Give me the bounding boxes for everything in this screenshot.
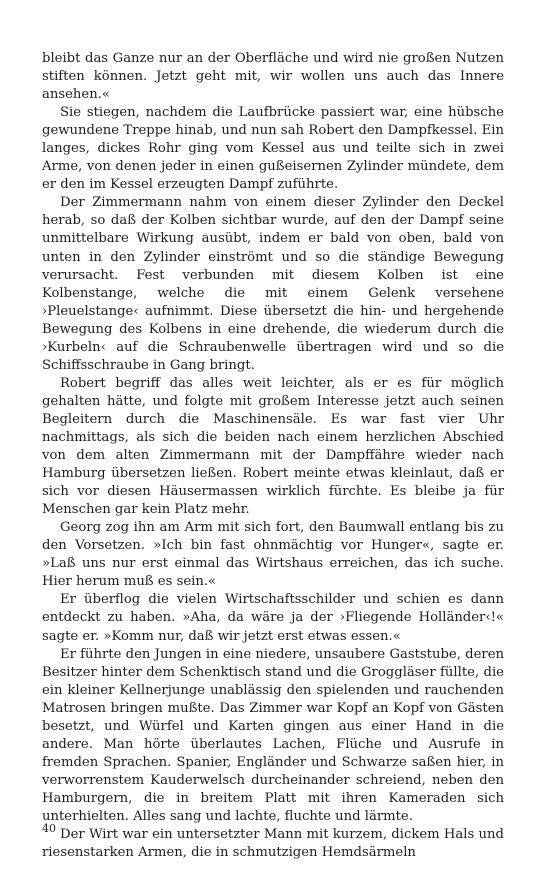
paragraph-7: Er führte den Jungen in eine niedere, unsaubere Gaststube, deren Besitzer hinter dem Schenktisch stand und die Groggläser füllte, die ein kleiner Kellnerjunge unablässig den spielenden und rauchenden Matrosen bringen mußte. Das Zimmer war Kopf an Kopf von Gästen besetzt, und Würfel und Karten gingen aus einer Hand in die andere. Man hörte überlautes Lachen, Flüche und Ausrufe in fremden Sprachen. Spanier, Engländer und Schwarze saßen hier, in verworrenstem Kauderwelsch durcheinander schreiend, neben den Hamburgern, die in breitem Platt mit ihren Kameraden sich unterhielten. Alles sang und lachte, fluchte und lärmte.	[42, 646, 504, 824]
paragraph-3: Der Zimmermann nahm von einem dieser Zylinder den Deckel herab, so daß der Kolben sichtbar wurde, auf den der Dampf seine unmittelbare Wirkung ausübt, indem er bald von oben, bald von unten in den Zylinder einströmt und so die ständige Bewegung verursacht. Fest verbunden mit diesem Kolben ist eine Kolbenstange, welche die mit einem Gelenk versehene ›Pleuelstange‹ aufnimmt. Diese übersetzt die hin- und hergehende Bewegung des Kolbens in eine drehende, die wiederum durch die ›Kurbeln‹ auf die Schraubenwelle übertragen wird und so die Schiffsschraube in Gang bringt.	[42, 195, 504, 373]
page-number: 40	[42, 822, 56, 835]
paragraph-8: Der Wirt war ein untersetzter Mann mit kurzem, dickem Hals und riesenstarken Armen, die in schmutzigen Hemdsärmeln	[42, 827, 504, 861]
book-page-body	[42, 50, 504, 862]
paragraph-2: Sie stiegen, nachdem die Laufbrücke passiert war, eine hübsche gewundene Treppe hinab, und nun sah Robert den Dampfkessel. Ein langes, dickes Rohr ging vom Kessel aus und teilte sich in zwei Arme, von denen jeder in einen gußeisernen Zylinder mündete, dem er den im Kessel erzeugten Dampf zuführte.	[42, 105, 504, 193]
paragraph-5: Georg zog ihn am Arm mit sich fort, den Baumwall entlang bis zu den Vorsetzen. »Ich bin fast ohnmächtig vor Hunger«, sagte er. »Laß uns nur erst einmal das Wirtshaus erreichen, das ich suche. Hier herum muß es sein.«	[42, 520, 504, 590]
paragraph-6: Er überflog die vielen Wirtschaftsschilder und schien es dann entdeckt zu haben. »Aha, da wäre ja der ›Fliegende Holländer‹!« sagte er. »Komm nur, daß wir jetzt erst etwas essen.«	[42, 592, 504, 644]
paragraph-1: bleibt das Ganze nur an der Oberfläche und wird nie großen Nutzen stiften können. Jetzt geht mit, wir wollen uns auch das Innere ansehen.«	[42, 51, 504, 103]
paragraph-4: Robert begriff das alles weit leichter, als er es für möglich gehalten hätte, und folgte mit großem Interesse jetzt auch seinen Begleitern durch die Maschinensäle. Es war fast vier Uhr nachmittags, als sich die beiden nach einem herzlichen Abschied von dem alten Zimmermann mit der Dampffähre wieder nach Hamburg übersetzen ließen. Robert meinte etwas kleinlaut, daß er sich vor diesen Häusermassen wirklich fürchte. Es bleibe ja für Menschen gar kein Platz mehr.	[42, 375, 504, 518]
